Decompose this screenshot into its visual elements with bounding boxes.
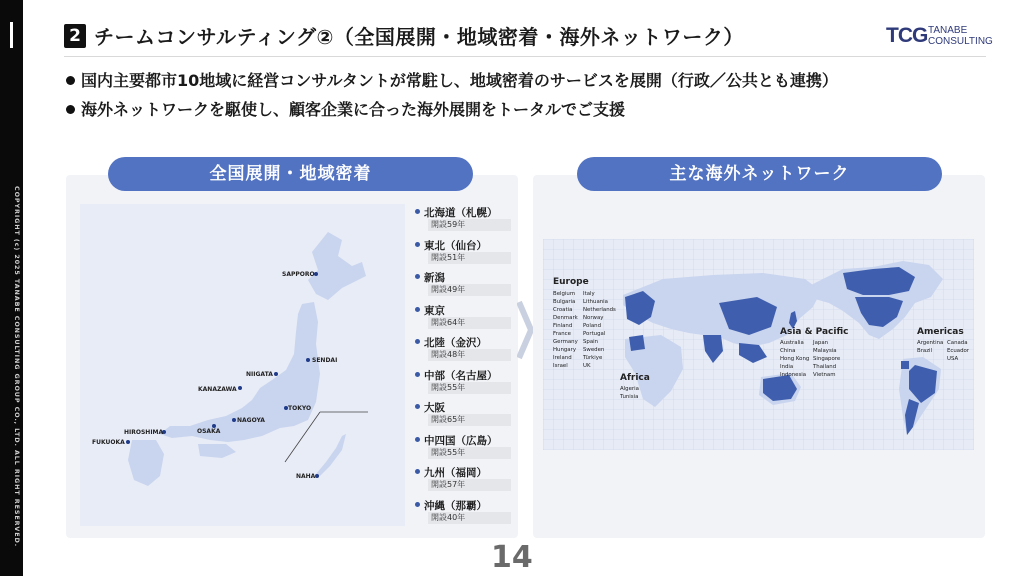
nagoya-label: NAGOYA — [237, 417, 265, 424]
americas-title: Americas — [917, 327, 964, 337]
americas-country: Canada — [947, 340, 968, 346]
office-name: 新潟 — [424, 272, 445, 284]
bullet-list — [66, 66, 838, 124]
sendai-pin — [306, 358, 310, 362]
sendai-label: SENDAI — [312, 357, 338, 364]
header-rule — [64, 56, 986, 57]
europe-country: Poland — [583, 323, 601, 329]
logo-name — [928, 25, 993, 47]
asia-country: Malaysia — [813, 348, 837, 354]
office-item — [414, 400, 514, 433]
europe-country: Netherlands — [583, 307, 616, 313]
office-years: 開設49年 — [428, 284, 511, 296]
office-item — [414, 335, 514, 368]
office-years: 開設48年 — [428, 349, 511, 361]
bullet-item — [66, 95, 838, 124]
naha-label: NAHA — [296, 473, 316, 480]
europe-country: Finland — [553, 323, 573, 329]
europe-country: Türkiye — [583, 355, 603, 361]
page-number: 14 — [491, 540, 533, 575]
office-dot — [415, 502, 420, 507]
asia-country: Australia — [780, 340, 804, 346]
kanazawa-pin — [238, 386, 242, 390]
office-dot — [415, 339, 420, 344]
left-sidebar — [0, 0, 23, 576]
country-ecuador — [901, 361, 909, 369]
office-dot — [415, 437, 420, 442]
kyushu-shape — [128, 440, 164, 486]
kanazawa-label: KANAZAWA — [198, 386, 237, 393]
asia-country: Thailand — [813, 364, 837, 370]
logo-line-1: TANABE — [928, 25, 968, 36]
office-dot — [415, 372, 420, 377]
office-name: 北海道（札幌） — [424, 207, 498, 219]
europe-country: Croatia — [553, 307, 573, 313]
europe-country: Denmark — [553, 315, 578, 321]
office-name: 中部（名古屋） — [424, 369, 498, 382]
europe-country: Hungary — [553, 347, 577, 353]
africa-country: Algeria — [620, 386, 639, 392]
europe-country: Italy — [583, 291, 595, 297]
europe-country: France — [553, 331, 571, 337]
europe-country: UK — [583, 363, 591, 369]
europe-country: Norway — [583, 315, 604, 321]
asia-country: India — [780, 364, 794, 370]
copyright-text: COPYRIGHT (c) 2025 TANABE CONSULTING GROUP CO., LTD. ALL RIGHT RESERVED. — [13, 186, 21, 548]
niigata-label: NIIGATA — [246, 371, 273, 378]
section-number-badge: 2 — [64, 24, 86, 48]
slide-title: チームコンサルティング②（全国展開・地域密着・海外ネットワーク） — [94, 25, 744, 49]
office-name: 沖縄（那覇） — [424, 499, 487, 512]
world-map — [543, 239, 974, 450]
osaka-label: OSAKA — [197, 428, 221, 435]
europe-country: Ireland — [553, 355, 572, 361]
office-name: 東北（仙台） — [424, 239, 487, 252]
tokyo-label: TOKYO — [288, 405, 312, 412]
office-years: 開設57年 — [428, 479, 511, 491]
sidebar-accent-line — [10, 22, 13, 48]
chevron-right-icon — [517, 300, 533, 360]
japan-map-graphic — [80, 204, 405, 526]
europe-country: Sweden — [583, 347, 605, 353]
office-dot — [415, 469, 420, 474]
region-north-africa-network — [629, 335, 645, 351]
office-name: 大阪 — [424, 402, 445, 414]
logo-line-2: CONSULTING — [928, 36, 993, 47]
office-name: 東京 — [424, 304, 445, 317]
europe-title: Europe — [553, 277, 589, 287]
asia-country: Vietnam — [813, 372, 836, 378]
africa-title: Africa — [620, 373, 650, 383]
niigata-pin — [274, 372, 278, 376]
fukuoka-pin — [126, 440, 130, 444]
africa-country: Tunisia — [620, 394, 639, 400]
americas-country: Argentina — [917, 340, 944, 346]
office-years: 開設40年 — [428, 512, 511, 524]
office-years: 開設59年 — [428, 219, 511, 231]
office-item — [414, 433, 514, 466]
office-item — [414, 270, 514, 303]
domestic-heading: 全国展開・地域密着 — [108, 157, 473, 191]
logo-mark: TCG — [886, 24, 928, 47]
slide-header — [64, 18, 993, 58]
asia-country: Hong Kong — [780, 356, 810, 362]
office-dot — [415, 404, 420, 409]
office-list — [414, 205, 514, 530]
sapporo-pin — [314, 272, 318, 276]
europe-country: Germany — [553, 339, 578, 345]
bullet-item — [66, 66, 838, 95]
fukuoka-label: FUKUOKA — [92, 439, 125, 446]
office-name: 中四国（広島） — [424, 434, 498, 447]
bullet-dot — [66, 105, 75, 114]
office-name: 北陸（金沢） — [424, 337, 487, 349]
okinawa-shape — [316, 434, 346, 476]
office-name: 九州（福岡） — [424, 467, 487, 479]
americas-country: USA — [947, 356, 959, 362]
nagoya-pin — [232, 418, 236, 422]
japan-map — [80, 204, 405, 526]
office-item — [414, 368, 514, 401]
office-item — [414, 465, 514, 498]
office-years: 開設55年 — [428, 447, 511, 459]
office-years: 開設65年 — [428, 414, 511, 426]
office-dot — [415, 274, 420, 279]
naha-pin — [315, 474, 319, 478]
europe-country: Bulgaria — [553, 299, 576, 305]
office-years: 開設64年 — [428, 317, 511, 329]
shikoku-shape — [198, 444, 236, 458]
office-dot — [415, 307, 420, 312]
asia-country: Indonesia — [780, 372, 807, 378]
office-item — [414, 205, 514, 238]
bullet-dot — [66, 76, 75, 85]
americas-country: Brazil — [917, 348, 933, 354]
europe-country: Israel — [553, 363, 568, 369]
office-item — [414, 238, 514, 271]
asia-pacific-title: Asia & Pacific — [780, 327, 849, 337]
office-item — [414, 303, 514, 336]
office-years: 開設51年 — [428, 252, 511, 264]
americas-country: Ecuador — [947, 348, 970, 354]
office-years: 開設55年 — [428, 382, 511, 394]
office-dot — [415, 209, 420, 214]
asia-country: Japan — [813, 340, 829, 346]
sapporo-label: SAPPORO — [282, 271, 315, 278]
company-logo — [886, 24, 993, 50]
office-dot — [415, 242, 420, 247]
hiroshima-label: HIROSHIMA — [124, 429, 164, 436]
bullet-text: 国内主要都市10地域に経営コンサルタントが常駐し、地域密着のサービスを展開（行政／公共とも連携） — [81, 71, 838, 90]
europe-country: Belgium — [553, 291, 576, 297]
asia-country: Singapore — [813, 356, 841, 362]
europe-country: Portugal — [583, 331, 606, 337]
europe-country: Lithuania — [583, 299, 608, 305]
hokkaido-shape — [308, 232, 366, 300]
asia-country: China — [780, 348, 796, 354]
office-item — [414, 498, 514, 531]
bullet-text: 海外ネットワークを駆使し、顧客企業に合った海外展開をトータルでご支援 — [81, 100, 626, 119]
overseas-heading: 主な海外ネットワーク — [577, 157, 942, 191]
europe-country: Spain — [583, 339, 599, 345]
